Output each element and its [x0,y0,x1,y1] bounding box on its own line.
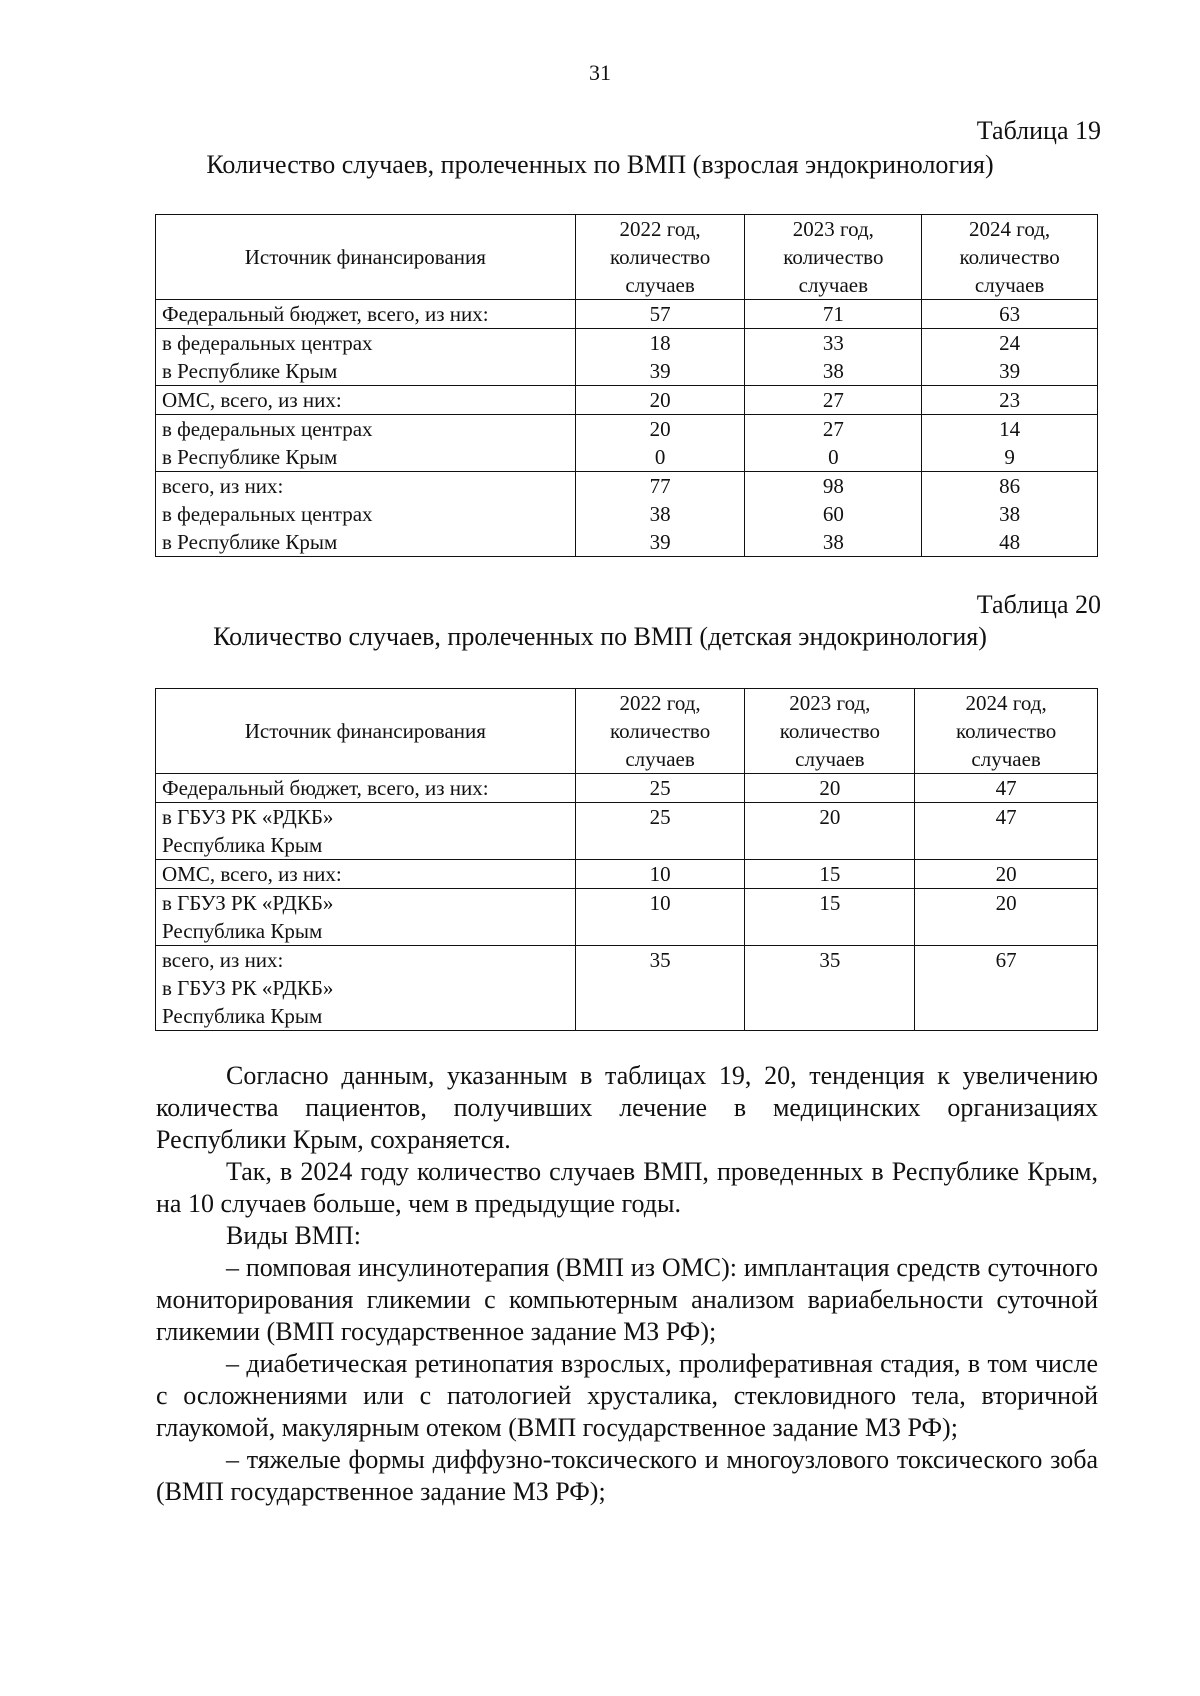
cell-2024: 24 39 [922,329,1098,386]
table-row [156,803,1098,860]
cell-2022: 35 [575,946,745,1031]
cell-2022: 10 [575,889,745,946]
cell-2023: 15 [745,889,915,946]
table-row [156,300,1098,329]
cell-2023: 27 0 [745,415,922,472]
header-2022: 2022 год, количество случаев [575,215,745,300]
cell-2023: 20 [745,803,915,860]
table-20-title: Количество случаев, пролеченных по ВМП (детская эндокринология) [213,622,987,651]
header-2022: 2022 год, количество случаев [575,689,745,774]
cell-2024: 20 [915,860,1098,889]
cell-2024: 14 9 [922,415,1098,472]
cell-2022: 20 0 [575,415,745,472]
table-row [156,329,1098,386]
cell-2024: 63 [922,300,1098,329]
cell-source: в федеральных центрах в Республике Крым [156,415,576,472]
header-2024: 2024 год, количество случаев [922,215,1098,300]
cell-source: Федеральный бюджет, всего, из них: [156,300,576,329]
header-source: Источник финансирования [156,689,576,774]
table-row [156,472,1098,557]
header-source: Источник финансирования [156,215,576,300]
header-2024: 2024 год, количество случаев [915,689,1098,774]
paragraph-vmp-types-heading: Виды ВМП: [226,1221,361,1250]
table-row [156,946,1098,1031]
cell-2022: 25 [575,774,745,803]
cell-2024: 86 38 48 [922,472,1098,557]
table-row [156,889,1098,946]
cell-source: всего, из них: в ГБУЗ РК «РДКБ» Республика Крым [156,946,576,1031]
table-row [156,415,1098,472]
table-19-header-row [156,215,1098,300]
body-text [156,1060,1098,1508]
table-row [156,860,1098,889]
list-item-diabetic-retinopathy: – диабетическая ретинопатия взрослых, пролиферативная стадия, в том числе с осложнениями или с патологией хрусталика, стекловидного тела, вторичной глаукомой, макулярным отеком (ВМП государственное задание МЗ РФ); [156,1349,1098,1442]
cell-2023: 71 [745,300,922,329]
list-item-toxic-goiter: – тяжелые формы диффузно-токсического и многоузлового токсического зоба (ВМП государственное задание МЗ РФ); [156,1445,1098,1506]
table-20 [155,688,1098,1031]
paragraph-trend: Согласно данным, указанным в таблицах 19, 20, тенденция к увеличению количества пациентов, получивших лечение в медицинских организациях Республики Крым, сохраняется. [156,1061,1098,1154]
page-number: 31 [589,60,611,85]
list-item-pump-insulin: – помповая инсулинотерапия (ВМП из ОМС): имплантация средств суточного мониторирования гликемии с компьютерным анализом вариабельности суточной гликемии (ВМП государственное задание МЗ РФ); [156,1253,1098,1346]
cell-2023: 35 [745,946,915,1031]
cell-2024: 67 [915,946,1098,1031]
cell-source: ОМС, всего, из них: [156,386,576,415]
cell-2022: 18 39 [575,329,745,386]
cell-2024: 20 [915,889,1098,946]
cell-source: всего, из них: в федеральных центрах в Республике Крым [156,472,576,557]
table-19 [155,214,1098,557]
header-2023: 2023 год, количество случаев [745,215,922,300]
cell-2024: 23 [922,386,1098,415]
cell-2024: 47 [915,803,1098,860]
cell-2023: 98 60 38 [745,472,922,557]
cell-2022: 10 [575,860,745,889]
table-row [156,386,1098,415]
cell-2023: 20 [745,774,915,803]
table-row [156,774,1098,803]
cell-2023: 15 [745,860,915,889]
table-19-title: Количество случаев, пролеченных по ВМП (взрослая эндокринология) [206,150,994,179]
cell-2022: 77 38 39 [575,472,745,557]
cell-2024: 47 [915,774,1098,803]
cell-source: в ГБУЗ РК «РДКБ» Республика Крым [156,803,576,860]
cell-source: в ГБУЗ РК «РДКБ» Республика Крым [156,889,576,946]
header-2023: 2023 год, количество случаев [745,689,915,774]
cell-source: в федеральных центрах в Республике Крым [156,329,576,386]
cell-2022: 20 [575,386,745,415]
table-19-label: Таблица 19 [976,116,1101,145]
cell-2023: 33 38 [745,329,922,386]
paragraph-2024-cases: Так, в 2024 году количество случаев ВМП, проведенных в Республике Крым, на 10 случаев больше, чем в предыдущие годы. [156,1157,1098,1218]
table-20-header-row [156,689,1098,774]
cell-source: ОМС, всего, из них: [156,860,576,889]
cell-2023: 27 [745,386,922,415]
cell-2022: 25 [575,803,745,860]
table-20-label: Таблица 20 [976,590,1101,619]
cell-2022: 57 [575,300,745,329]
cell-source: Федеральный бюджет, всего, из них: [156,774,576,803]
